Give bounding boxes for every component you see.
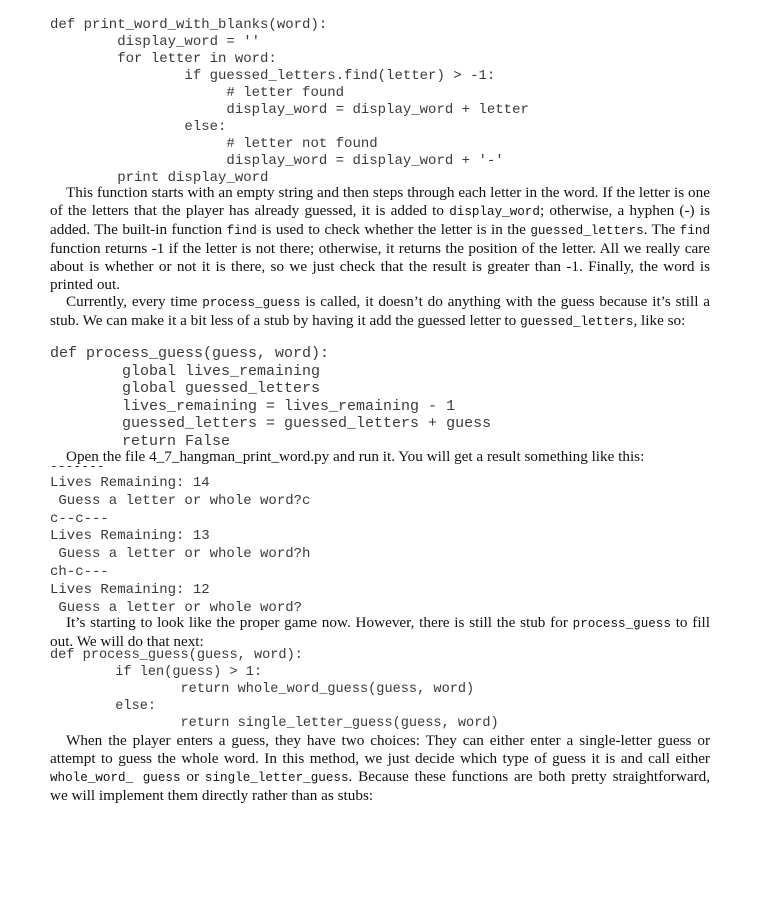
inline-code: single_letter_guess	[204, 771, 349, 785]
code-line: display_word = display_word + letter	[50, 102, 529, 118]
output-line: c--c---	[50, 510, 109, 527]
output-line: Lives Remaining: 13	[50, 528, 210, 545]
output-line: Lives Remaining: 14	[50, 475, 210, 491]
inline-code: guessed_letters	[530, 224, 644, 238]
code-line: def print_word_with_blanks(word):	[50, 17, 328, 33]
code-line: return single_letter_guess(guess, word)	[50, 716, 499, 731]
code-line: return whole_word_guess(guess, word)	[50, 682, 475, 697]
inline-code: process_guess	[202, 296, 301, 310]
code-line: def process_guess(guess, word):	[50, 648, 303, 663]
code-line: guessed_letters = guessed_letters + guess	[50, 415, 492, 433]
code-line: display_word = ''	[50, 34, 261, 50]
code-line: return False	[50, 432, 231, 450]
code-block-process-guess-stub	[50, 345, 491, 451]
output-line: ch-c---	[50, 563, 109, 580]
output-dashes: -------	[50, 459, 105, 474]
code-line: if guessed_letters.find(letter) > -1:	[50, 68, 496, 84]
output-line: Lives Remaining: 12	[50, 581, 210, 598]
paragraph-fill-out-stub: It’s starting to look like the proper game now. However, there is still the stub for process_guess to fill out. We will do that next:	[50, 614, 710, 650]
code-block-process-guess	[50, 647, 499, 732]
paragraph-guess-types: When the player enters a guess, they have two choices: They can either enter a single-letter guess or attempt to guess the whole word. In this method, we just decide which type of guess it is and call either whole_word_ guess or single_letter_guess. Because these functions are both pretty straightforward, we will implement them directly rather than as stubs:	[50, 732, 711, 804]
code-block-print-word-with-blanks	[50, 17, 529, 187]
output-line: Guess a letter or whole word?c	[50, 492, 311, 509]
code-line: # letter found	[50, 85, 345, 101]
code-line: global lives_remaining	[50, 362, 321, 380]
code-line: # letter not found	[50, 136, 378, 152]
inline-code: find	[679, 224, 710, 238]
inline-code: guessed_letters	[520, 315, 634, 329]
code-line: for letter in word:	[50, 51, 277, 67]
output-line: Guess a letter or whole word?h	[50, 546, 311, 563]
inline-code: process_guess	[572, 617, 671, 631]
code-line: display_word = display_word + '-'	[50, 153, 504, 169]
code-line: else:	[50, 119, 227, 135]
output-line: Guess a letter or whole word?	[50, 599, 303, 616]
inline-code: find	[226, 224, 257, 238]
code-line: else:	[50, 699, 157, 714]
inline-code: display_word	[449, 205, 540, 219]
sample-output	[50, 475, 310, 617]
code-line: global guessed_letters	[50, 380, 321, 398]
paragraph-find-explanation: This function starts with an empty string and then steps through each letter in the word. If the letter is one of the letters that the player has already guessed, it is added to display_word; otherwise, a hyphen (-) is added. The built-in function find is used to check whether the letter is in the guessed_letters. The find function returns -1 if the letter is not there; otherwise, it returns the position of the letter. All we really care about is whether or not it is there, so we just check that the result is greater than -1. Finally, the word is printed out.	[50, 184, 710, 293]
code-line: print display_word	[50, 170, 269, 186]
paragraph-stub-explanation: Currently, every time process_guess is called, it doesn’t do anything with the guess because it’s still a stub. We can make it a bit less of a stub by having it add the guessed letter to guessed_letters, like so:	[50, 293, 710, 329]
code-line: if len(guess) > 1:	[50, 665, 263, 680]
inline-code: whole_word_ guess	[50, 771, 181, 785]
code-line: def process_guess(guess, word):	[50, 345, 330, 362]
paragraph-run-instructions: Open the file 4_7_hangman_print_word.py and run it. You will get a result something like this:	[66, 448, 645, 465]
code-line: lives_remaining = lives_remaining - 1	[50, 397, 456, 415]
